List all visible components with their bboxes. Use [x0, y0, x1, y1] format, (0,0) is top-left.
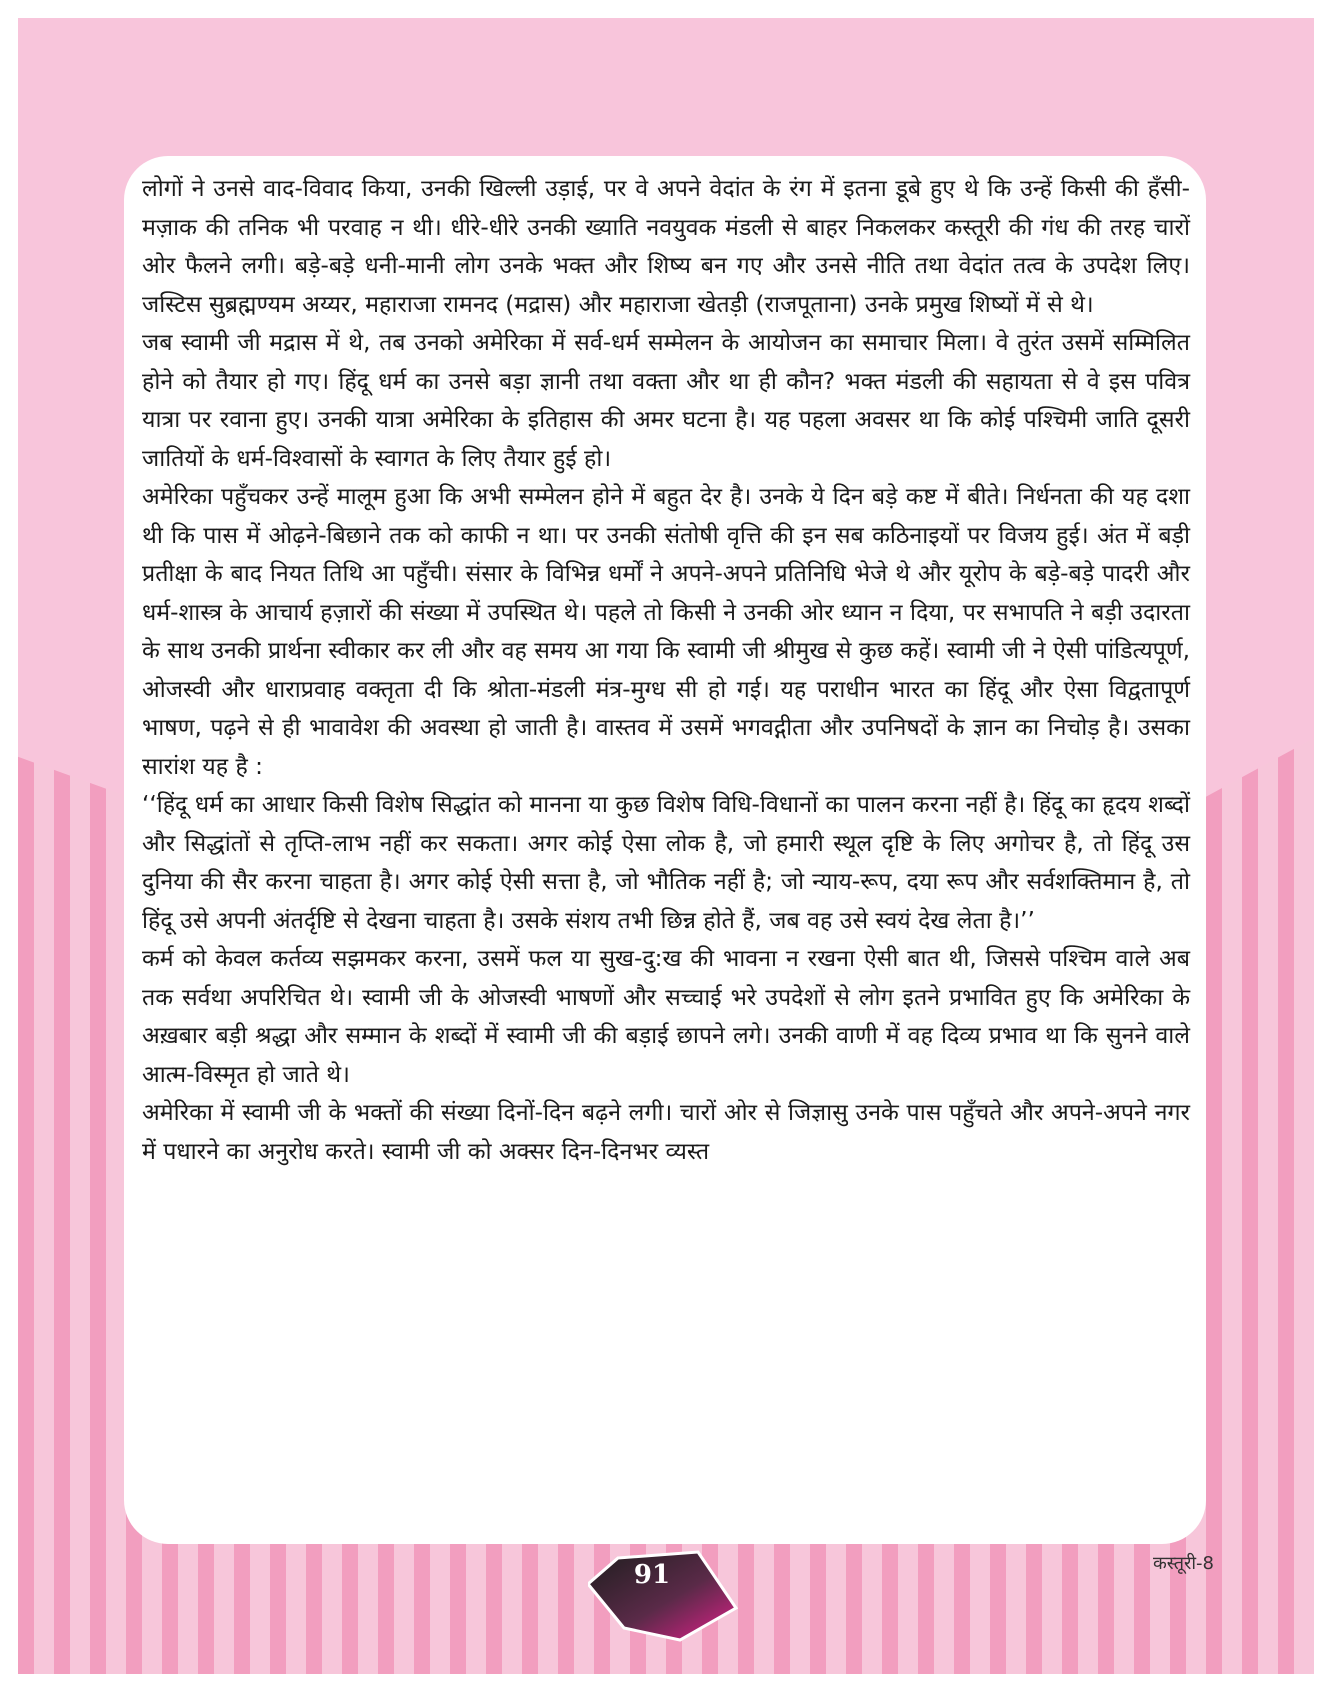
- quote-paragraph: ‘‘हिंदू धर्म का आधार किसी विशेष सिद्धांत को मानना या कुछ विशेष विधि-विधानों का पालन करना नहीं है। हिंदू का हृदय शब्दों और सिद्धांतों से तृप्ति-लाभ नहीं कर सकता। अगर कोई ऐसा लोक है, जो हमारी स्थूल दृष्टि के लिए अगोचर है, तो हिंदू उस दुनिया की सैर करना चाहता है। अगर कोई ऐसी सत्ता है, जो भौतिक नहीं है; जो न्याय-रूप, दया रूप और सर्वशक्तिमान है, तो हिंदू उसे अपनी अंतर्दृष्टि से देखना चाहता है। उसके संशय तभी छिन्न होते हैं, जब वह उसे स्वयं देख लेता है।’’: [142, 791, 1190, 934]
- paragraph-2: जब स्वामी जी मद्रास में थे, तब उनको अमेरिका में सर्व-धर्म सम्मेलन के आयोजन का समाचार मिला। वे तुरंत उसमें सम्मिलित होने को तैयार हो गए। हिंदू धर्म का उनसे बड़ा ज्ञानी तथा वक्ता और था ही कौन? भक्त मंडली की सहायता से वे इस पवित्र यात्रा पर रवाना हुए। उनकी यात्रा अमेरिका के इतिहास की अमर घटना है। यह पहला अवसर था कि कोई पश्चिमी जाति दूसरी जातियों के धर्म-विश्वासों के स्वागत के लिए तैयार हुई हो।: [142, 329, 1190, 472]
- content-card: [124, 156, 1206, 1544]
- book-label: कस्तूरी-8: [1152, 1553, 1214, 1574]
- paragraph-6: अमेरिका में स्वामी जी के भक्तों की संख्या दिनों-दिन बढ़ने लगी। चारों ओर से जिज्ञासु उनके पास पहुँचते और अपने-अपने नगर में पधारने का अनुरोध करते। स्वामी जी को अक्सर दिन-दिनभर व्यस्त: [142, 1099, 1190, 1165]
- paragraph-5: कर्म को केवल कर्तव्य सझमकर करना, उसमें फल या सुख-दु:ख की भावना न रखना ऐसी बात थी, जिससे पश्चिम वाले अब तक सर्वथा अपरिचित थे। स्वामी जी के ओजस्वी भाषणों और सच्चाई भरे उपदेशों से लोग इतने प्रभावित हुए कि अमेरिका के अख़बार बड़ी श्रद्धा और सम्मान के शब्दों में स्वामी जी की बड़ाई छापने लगे। उनकी वाणी में वह दिव्य प्रभाव था कि सुनने वाले आत्म-विस्मृत हो जाते थे।: [142, 945, 1190, 1088]
- paragraph-3: अमेरिका पहुँचकर उन्हें मालूम हुआ कि अभी सम्मेलन होने में बहुत देर है। उनके ये दिन बड़े कष्ट में बीते। निर्धनता की यह दशा थी कि पास में ओढ़ने-बिछाने तक को काफी न था। पर उनकी संतोषी वृत्ति की इन सब कठिनाइयों पर विजय हुई। अंत में बड़ी प्रतीक्षा के बाद नियत तिथि आ पहुँची। संसार के विभिन्न धर्मों ने अपने-अपने प्रतिनिधि भेजे थे और यूरोप के बड़े-बड़े पादरी और धर्म-शास्त्र के आचार्य हज़ारों की संख्या में उपस्थित थे। पहले तो किसी ने उनकी ओर ध्यान न दिया, पर सभापति ने बड़ी उदारता के साथ उनकी प्रार्थना स्वीकार कर ली और वह समय आ गया कि स्वामी जी श्रीमुख से कुछ कहें। स्वामी जी ने ऐसी पांडित्यपूर्ण, ओजस्वी और धाराप्रवाह वक्तृता दी कि श्रोता-मंडली मंत्र-मुग्ध सी हो गई। यह पराधीन भारत का हिंदू और ऐसा विद्वतापूर्ण भाषण, पढ़ने से ही भावावेश की अवस्था हो जाती है। वास्तव में उसमें भगवद्गीता और उपनिषदों के ज्ञान का निचोड़ है। उसका सारांश यह है :: [142, 483, 1190, 780]
- paragraph-1: लोगों ने उनसे वाद-विवाद किया, उनकी खिल्ली उड़ाई, पर वे अपने वेदांत के रंग में इतना डूबे हुए थे कि उन्हें किसी की हँसी-मज़ाक की तनिक भी परवाह न थी। धीरे-धीरे उनकी ख्याति नवयुवक मंडली से बाहर निकलकर कस्तूरी की गंध की तरह चारों ओर फैलने लगी। बड़े-बड़े धनी-मानी लोग उनके भक्त और शिष्य बन गए और उनसे नीति तथा वेदांत तत्व के उपदेश लिए। जस्टिस सुब्रह्मण्यम अय्यर, महाराजा रामनद (मद्रास) और महाराजा खेतड़ी (राजपूताना) उनके प्रमुख शिष्यों में से थे।: [142, 175, 1190, 318]
- page-number: 91: [633, 1560, 671, 1590]
